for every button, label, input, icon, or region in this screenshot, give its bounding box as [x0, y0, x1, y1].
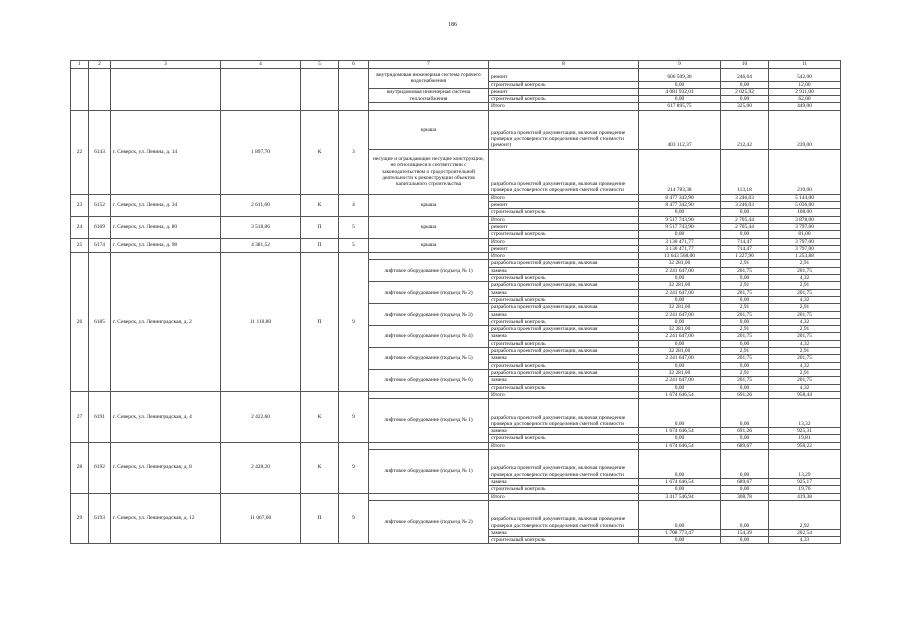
- work-type: строительный контроль: [489, 296, 639, 303]
- area: 2 428,20: [221, 442, 301, 493]
- value-cell: 3 417 546,94: [639, 493, 721, 500]
- value-cell: 2,91: [721, 326, 769, 333]
- value-cell: 0,00: [639, 362, 721, 369]
- value-cell: 3 130 471,77: [639, 238, 721, 245]
- work-type: разработка проектной документации, включая проведение проверки достоверности определения сметной стоимости: [489, 399, 639, 428]
- empty-cell: [111, 68, 221, 110]
- value-cell: 8 477 342,90: [639, 194, 721, 201]
- work-item: крыша: [369, 238, 489, 253]
- floors: 9: [339, 493, 369, 544]
- table-row: [71, 110, 841, 149]
- work-item: лифтовое оборудование (подъезд № 2): [369, 500, 489, 544]
- value-cell: 2 705,44: [721, 216, 769, 223]
- header-cell: 5: [301, 61, 339, 69]
- value-cell: 2,91: [721, 369, 769, 376]
- value-cell: 691,26: [721, 391, 769, 398]
- table-row: [71, 253, 841, 260]
- address: г. Северск, ул. Ленинградская, д. 12: [111, 493, 221, 544]
- area: 1 897,70: [221, 110, 301, 194]
- work-item: внутридомовая инженерная система горячего водоснабжения: [369, 68, 489, 88]
- work-type: разработка проектной документации, включая: [489, 304, 639, 311]
- value-cell: 201,75: [769, 289, 841, 296]
- area: 3 518,06: [221, 216, 301, 238]
- value-cell: 246,64: [721, 68, 769, 81]
- work-item: лифтовое оборудование (подъезд № 1): [369, 449, 489, 493]
- house-code: 6152: [89, 194, 111, 216]
- row-number: 28: [71, 442, 89, 493]
- address: г. Северск, ул. Ленина, д. 14: [111, 110, 221, 194]
- value-cell: 1 674 646,54: [639, 478, 721, 485]
- work-item: лифтовое оборудование (подъезд № 5): [369, 348, 489, 370]
- value-cell: 449,00: [769, 103, 841, 110]
- value-cell: 0,00: [721, 500, 769, 529]
- value-cell: 3 246,03: [721, 202, 769, 209]
- house-code: 6143: [89, 110, 111, 194]
- type: К: [301, 194, 339, 216]
- empty-cell: [369, 442, 489, 449]
- work-type: строительный контроль: [489, 275, 639, 282]
- empty-cell: [221, 68, 301, 110]
- address: г. Северск, ул. Ленина, д. 34: [111, 194, 221, 216]
- value-cell: 32 281,00: [639, 282, 721, 289]
- value-cell: 201,75: [769, 333, 841, 340]
- value-cell: 325,00: [721, 103, 769, 110]
- area: 11 110,80: [221, 253, 301, 392]
- value-cell: 0,00: [639, 384, 721, 391]
- address: г. Северск, ул. Ленина, д. 98: [111, 238, 221, 253]
- value-cell: 958,22: [769, 442, 841, 449]
- value-cell: 689,67: [721, 442, 769, 449]
- work-type: разработка проектной документации, включая: [489, 282, 639, 289]
- value-cell: 2 705,44: [721, 223, 769, 230]
- value-cell: 2 241 647,00: [639, 267, 721, 274]
- work-type: строительный контроль: [489, 231, 639, 238]
- value-cell: 2 241 647,00: [639, 355, 721, 362]
- value-cell: 958,44: [769, 391, 841, 398]
- value-cell: 0,00: [721, 399, 769, 428]
- value-cell: 0,00: [639, 500, 721, 529]
- floors: 5: [339, 216, 369, 238]
- row-number: 23: [71, 194, 89, 216]
- work-type: Итого: [489, 216, 639, 223]
- floors: 9: [339, 391, 369, 442]
- house-code: 6192: [89, 442, 111, 493]
- house-code: 6174: [89, 238, 111, 253]
- header-cell: 10: [721, 61, 769, 69]
- value-cell: 4,32: [769, 275, 841, 282]
- empty-cell: [369, 391, 489, 398]
- value-cell: 0,00: [721, 275, 769, 282]
- work-item: лифтовое оборудование (подъезд № 3): [369, 304, 489, 326]
- value-cell: 210,00: [769, 149, 841, 194]
- value-cell: 201,75: [721, 377, 769, 384]
- value-cell: 714,47: [721, 245, 769, 252]
- work-type: ремонт: [489, 88, 639, 95]
- work-type: строительный контроль: [489, 435, 639, 442]
- value-cell: 8 477 342,90: [639, 202, 721, 209]
- value-cell: 0,00: [721, 537, 769, 544]
- floors: 5: [339, 238, 369, 253]
- work-item: лифтовое оборудование (подъезд № 6): [369, 369, 489, 391]
- header-cell: 4: [221, 61, 301, 69]
- area: 4 381,52: [221, 238, 301, 253]
- row-number: 24: [71, 216, 89, 238]
- value-cell: 4,32: [769, 340, 841, 347]
- work-type: строительный контроль: [489, 537, 639, 544]
- table-row: [71, 216, 841, 223]
- value-cell: 0,00: [721, 486, 769, 493]
- value-cell: 2 241 647,00: [639, 377, 721, 384]
- header-cell: 9: [639, 61, 721, 69]
- work-item: лифтовое оборудование (подъезд № 1): [369, 399, 489, 443]
- value-cell: 0,00: [639, 486, 721, 493]
- empty-cell: [339, 68, 369, 110]
- table-row: [71, 194, 841, 201]
- area: 2 422,60: [221, 391, 301, 442]
- work-type: строительный контроль: [489, 209, 639, 216]
- value-cell: 108,00: [769, 209, 841, 216]
- value-cell: 9 517 743,90: [639, 216, 721, 223]
- value-cell: 2,91: [769, 260, 841, 267]
- table-row: [71, 391, 841, 398]
- value-cell: 3 130 471,77: [639, 245, 721, 252]
- value-cell: 0,00: [721, 96, 769, 103]
- value-cell: 9 517 743,90: [639, 223, 721, 230]
- work-type: замена: [489, 478, 639, 485]
- work-item: внутридомовая инженерная система теплоснабжения: [369, 88, 489, 103]
- work-type: Итого: [489, 103, 639, 110]
- work-type: Итого: [489, 391, 639, 398]
- work-item: лифтовое оборудование (подъезд № 4): [369, 326, 489, 348]
- work-type: замена: [489, 428, 639, 435]
- work-type: ремонт: [489, 68, 639, 81]
- address: г. Северск, ул. Ленинградская, д. 4: [111, 391, 221, 442]
- work-type: Итого: [489, 238, 639, 245]
- type: П: [301, 253, 339, 392]
- value-cell: 201,75: [769, 355, 841, 362]
- value-cell: 2 241 647,00: [639, 289, 721, 296]
- value-cell: 308,78: [721, 493, 769, 500]
- value-cell: 1 253,88: [769, 253, 841, 260]
- value-cell: 5 036,00: [769, 202, 841, 209]
- value-cell: 2,91: [769, 326, 841, 333]
- value-cell: 2,91: [769, 304, 841, 311]
- work-type: разработка проектной документации, включая: [489, 260, 639, 267]
- value-cell: 214 783,38: [639, 149, 721, 194]
- work-item: несущие и ограждающие несущие конструкции, не относящиеся в соответствии с законодательством о градостроительной деятельности к реконструкции объектов капитального строительства: [369, 149, 489, 194]
- value-cell: 201,75: [769, 267, 841, 274]
- type: К: [301, 110, 339, 194]
- work-type: строительный контроль: [489, 96, 639, 103]
- work-type: Итого: [489, 442, 639, 449]
- capital-repair-table: [70, 60, 841, 544]
- work-item: крыша: [369, 194, 489, 216]
- value-cell: 1 674 646,54: [639, 428, 721, 435]
- value-cell: 419,38: [769, 493, 841, 500]
- table-body: [71, 61, 841, 544]
- work-type: разработка проектной документации, включая проведение проверки достоверности определения сметной стоимости: [489, 449, 639, 478]
- value-cell: 201,75: [721, 355, 769, 362]
- work-type: замена: [489, 529, 639, 536]
- value-cell: 0,00: [639, 296, 721, 303]
- value-cell: 13 643 568,00: [639, 253, 721, 260]
- value-cell: 0,00: [639, 537, 721, 544]
- value-cell: 403 112,37: [639, 110, 721, 149]
- value-cell: 32 281,00: [639, 348, 721, 355]
- work-type: строительный контроль: [489, 384, 639, 391]
- work-type: ремонт: [489, 202, 639, 209]
- value-cell: 81,00: [769, 231, 841, 238]
- value-cell: 4,32: [769, 384, 841, 391]
- work-type: ремонт: [489, 223, 639, 230]
- work-type: Итого: [489, 493, 639, 500]
- value-cell: 201,75: [721, 289, 769, 296]
- value-cell: 0,00: [639, 231, 721, 238]
- work-type: разработка проектной документации, включая проведение проверки достоверности определения сметной стоимости: [489, 500, 639, 529]
- header-cell: 6: [339, 61, 369, 69]
- address: г. Северск, ул. Ленинградская, д. 8: [111, 442, 221, 493]
- work-item: крыша: [369, 110, 489, 149]
- value-cell: 32 281,00: [639, 369, 721, 376]
- value-cell: 19,76: [769, 486, 841, 493]
- work-type: замена: [489, 311, 639, 318]
- work-type: Итого: [489, 253, 639, 260]
- floors: 9: [339, 253, 369, 392]
- value-cell: 0,00: [639, 340, 721, 347]
- value-cell: 2,91: [769, 369, 841, 376]
- value-cell: 1 674 646,54: [639, 391, 721, 398]
- value-cell: 0,00: [639, 81, 721, 88]
- floors: 3: [339, 110, 369, 194]
- value-cell: 617 895,75: [639, 103, 721, 110]
- work-type: разработка проектной документации, включая: [489, 326, 639, 333]
- value-cell: 12,00: [769, 81, 841, 88]
- work-type: строительный контроль: [489, 362, 639, 369]
- value-cell: 4,32: [769, 318, 841, 325]
- header-cell: 7: [369, 61, 489, 69]
- header-cell: 1: [71, 61, 89, 69]
- type: К: [301, 442, 339, 493]
- address: г. Северск, ул. Ленина, д. 80: [111, 216, 221, 238]
- value-cell: 0,00: [639, 96, 721, 103]
- value-cell: 2,91: [769, 282, 841, 289]
- table-row: [71, 68, 841, 81]
- value-cell: 201,75: [769, 377, 841, 384]
- value-cell: 2 911,00: [769, 88, 841, 95]
- area: 11 067,60: [221, 493, 301, 544]
- value-cell: 0,00: [639, 399, 721, 428]
- value-cell: 3 797,00: [769, 238, 841, 245]
- value-cell: 1 708 773,47: [639, 529, 721, 536]
- value-cell: 0,00: [721, 449, 769, 478]
- type: П: [301, 238, 339, 253]
- value-cell: 0,00: [639, 449, 721, 478]
- work-type: замена: [489, 267, 639, 274]
- value-cell: 0,00: [721, 435, 769, 442]
- value-cell: 2 241 647,00: [639, 333, 721, 340]
- header-cell: 2: [89, 61, 111, 69]
- value-cell: 113,18: [721, 149, 769, 194]
- house-code: 6169: [89, 216, 111, 238]
- value-cell: 606 509,36: [639, 68, 721, 81]
- value-cell: 4 081 932,01: [639, 88, 721, 95]
- value-cell: 0,00: [721, 340, 769, 347]
- value-cell: 0,00: [721, 362, 769, 369]
- work-type: строительный контроль: [489, 318, 639, 325]
- value-cell: 0,00: [721, 209, 769, 216]
- value-cell: 3 246,03: [721, 194, 769, 201]
- work-item: крыша: [369, 216, 489, 238]
- value-cell: 201,75: [721, 311, 769, 318]
- value-cell: 2,91: [721, 260, 769, 267]
- value-cell: 201,75: [769, 311, 841, 318]
- value-cell: 32 281,00: [639, 304, 721, 311]
- empty-cell: [369, 493, 489, 500]
- value-cell: 0,00: [721, 384, 769, 391]
- address: г. Северск, ул. Ленинградская, д. 2: [111, 253, 221, 392]
- work-type: замена: [489, 377, 639, 384]
- area: 2 611,60: [221, 194, 301, 216]
- value-cell: 201,75: [721, 333, 769, 340]
- table-row: [71, 238, 841, 245]
- row-number: 27: [71, 391, 89, 442]
- value-cell: 62,00: [769, 96, 841, 103]
- value-cell: 4,33: [769, 537, 841, 544]
- row-number: 25: [71, 238, 89, 253]
- empty-cell: [71, 68, 89, 110]
- value-cell: 2,91: [721, 282, 769, 289]
- row-number: 22: [71, 110, 89, 194]
- value-cell: 13,32: [769, 399, 841, 428]
- value-cell: 3 878,00: [769, 216, 841, 223]
- value-cell: 239,00: [769, 110, 841, 149]
- header-cell: 11: [769, 61, 841, 69]
- value-cell: 2,91: [769, 348, 841, 355]
- work-type: разработка проектной документации, включая проведение проверки достоверности определения сметной стоимости: [489, 149, 639, 194]
- work-type: ремонт: [489, 245, 639, 252]
- value-cell: 2,91: [721, 348, 769, 355]
- house-code: 6193: [89, 493, 111, 544]
- value-cell: 0,00: [639, 435, 721, 442]
- value-cell: 2 025,92: [721, 88, 769, 95]
- value-cell: 202,54: [769, 529, 841, 536]
- value-cell: 0,00: [721, 296, 769, 303]
- value-cell: 154,39: [721, 529, 769, 536]
- header-row: [71, 61, 841, 69]
- empty-cell: [89, 68, 111, 110]
- work-type: замена: [489, 355, 639, 362]
- empty-cell: [369, 253, 489, 260]
- value-cell: 212,42: [721, 110, 769, 149]
- page-number: 186: [448, 22, 457, 28]
- header-cell: 3: [111, 61, 221, 69]
- value-cell: 4,32: [769, 362, 841, 369]
- work-type: замена: [489, 333, 639, 340]
- value-cell: 0,00: [721, 318, 769, 325]
- work-type: Итого: [489, 194, 639, 201]
- value-cell: 0,00: [639, 209, 721, 216]
- value-cell: 2 241 647,00: [639, 311, 721, 318]
- type: П: [301, 493, 339, 544]
- value-cell: 3 797,00: [769, 223, 841, 230]
- value-cell: 0,00: [639, 275, 721, 282]
- value-cell: 925,31: [769, 428, 841, 435]
- value-cell: 5 144,00: [769, 194, 841, 201]
- type: К: [301, 391, 339, 442]
- work-type: замена: [489, 289, 639, 296]
- value-cell: 0,00: [639, 318, 721, 325]
- house-code: 6191: [89, 391, 111, 442]
- work-type: разработка проектной документации, включая: [489, 348, 639, 355]
- value-cell: 691,26: [721, 428, 769, 435]
- value-cell: 2,91: [721, 304, 769, 311]
- value-cell: 1 227,96: [721, 253, 769, 260]
- value-cell: 0,00: [721, 81, 769, 88]
- value-cell: 3 797,00: [769, 245, 841, 252]
- value-cell: 714,47: [721, 238, 769, 245]
- floors: 4: [339, 194, 369, 216]
- work-type: разработка проектной документации, включая проведение проверки достоверности определения сметной стоимости (ремонт): [489, 110, 639, 149]
- value-cell: 32 281,00: [639, 260, 721, 267]
- value-cell: 0,00: [721, 231, 769, 238]
- value-cell: 4,32: [769, 296, 841, 303]
- value-cell: 19,81: [769, 435, 841, 442]
- row-number: 26: [71, 253, 89, 392]
- row-number: 29: [71, 493, 89, 544]
- value-cell: 689,67: [721, 478, 769, 485]
- work-type: строительный контроль: [489, 81, 639, 88]
- work-item: лифтовое оборудование (подъезд № 1): [369, 260, 489, 282]
- table-row: [71, 493, 841, 500]
- header-cell: 8: [489, 61, 639, 69]
- work-type: строительный контроль: [489, 486, 639, 493]
- table-row: [71, 442, 841, 449]
- value-cell: 925,17: [769, 478, 841, 485]
- floors: 9: [339, 442, 369, 493]
- value-cell: 2,92: [769, 500, 841, 529]
- type: П: [301, 216, 339, 238]
- value-cell: 1 674 646,54: [639, 442, 721, 449]
- work-item: лифтовое оборудование (подъезд № 2): [369, 282, 489, 304]
- value-cell: 201,75: [721, 267, 769, 274]
- value-cell: 13,29: [769, 449, 841, 478]
- value-cell: 542,00: [769, 68, 841, 81]
- empty-cell: [369, 103, 489, 110]
- empty-cell: [301, 68, 339, 110]
- work-type: строительный контроль: [489, 340, 639, 347]
- work-type: разработка проектной документации, включая: [489, 369, 639, 376]
- value-cell: 32 281,00: [639, 326, 721, 333]
- house-code: 6185: [89, 253, 111, 392]
